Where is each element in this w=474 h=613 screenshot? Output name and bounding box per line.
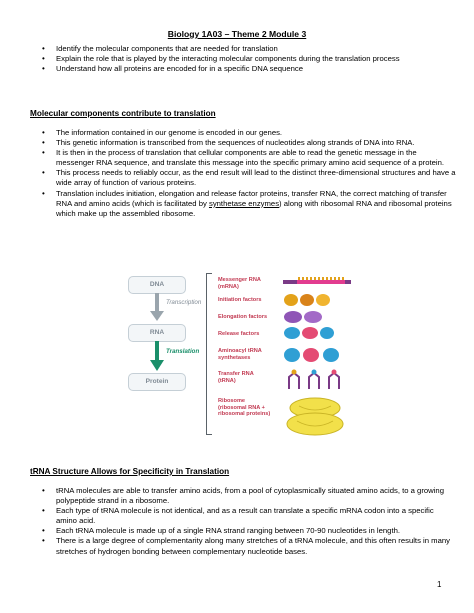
- components-bracket: [206, 273, 212, 435]
- section1-list: [44, 128, 456, 219]
- list-item-text: There is a large degree of complementarity along many stretches of a tRNA molecule, and this often results in many stretches of hydrogen bonding between complementary nucleotide bases.: [56, 536, 450, 556]
- initiation-factors-icon: [283, 292, 333, 308]
- dna-box: DNA: [128, 276, 186, 294]
- list-item: • tRNA molecules are able to transfer amino acids, from a pool of cytoplasmically situated amino acids, to a growing polypeptide strand in a ribosome.: [42, 486, 444, 506]
- synthetase-enzymes-link[interactable]: synthetase enzymes: [208, 198, 280, 208]
- component-label-initiation: Initiation factors: [218, 297, 262, 303]
- component-label-ribosome: Ribosome (ribosomal RNA + ribosomal proteins): [218, 398, 271, 418]
- list-item-text: This process needs to reliably occur, as the end result will lead to the distinct three-dimensional structures and have a wide array of function of various proteins.: [56, 168, 456, 188]
- objectives-list: [44, 44, 456, 74]
- component-label-release: Release factors: [218, 331, 260, 337]
- list-item: • Explain the role that is played by the interacting molecular components during the translation process: [42, 54, 400, 64]
- page-title: Biology 1A03 – Theme 2 Module 3: [167, 29, 307, 39]
- list-item-text: Each type of tRNA molecule is not identical, and as a result can translate a specific mRNA codon into a specific amino acid.: [56, 506, 434, 526]
- list-item-text: Each tRNA molecule is made up of a single RNA strand ranging between 70-90 nucleotides in length.: [56, 526, 401, 536]
- ribosome-icon: [285, 396, 345, 436]
- transcription-arrow: [150, 293, 164, 323]
- mrna-strand-icon: [283, 277, 353, 287]
- list-item: • Identify the molecular components that are needed for translation: [42, 44, 278, 53]
- list-item-text: ) along with ribosomal RNA and ribosomal proteins which make up the assembled ribosome.: [56, 198, 452, 218]
- list-item: • The information contained in our genome is encoded in our genes.: [42, 128, 283, 137]
- component-label-elongation: Elongation factors: [218, 314, 268, 320]
- list-item: • It is then in the process of translation that cellular components are able to read the genetic message in the messenger RNA sequence, and translate this message into the specific primary amino acid sequence of a protein.: [42, 148, 445, 168]
- translation-arrow: [150, 341, 164, 373]
- list-item-text: tRNA molecules are able to transfer amino acids, from a pool of cytoplasmically situated amino acids, to a growing polypeptide strand in a ribosome.: [56, 486, 444, 506]
- list-item-text: Translation includes initiation, elongation and release factor proteins, transfer RNA, the correct matching of transfer RNA and amino acids (which is facilitated by: [56, 188, 447, 208]
- trna-icon: [285, 369, 347, 393]
- section-heading-trna-structure: tRNA Structure Allows for Specificity in Translation: [30, 467, 230, 476]
- protein-box: Protein: [128, 373, 186, 391]
- translation-label: Translation: [166, 348, 200, 355]
- section-heading-molecular-components: Molecular components contribute to translation: [30, 109, 216, 118]
- list-item: • This process needs to reliably occur, as the end result will lead to the distinct three-dimensional structures and have a wide array of function of various proteins.: [42, 168, 456, 188]
- page-number: 1: [437, 580, 442, 589]
- list-item: • Each tRNA molecule is made up of a single RNA strand ranging between 70-90 nucleotides in length.: [42, 526, 401, 536]
- list-item: • Translation includes initiation, elongation and release factor proteins, transfer RNA, the correct matching of transfer RNA and amino acids (which is facilitated by synthetase enzymes) along with ribosomal RNA and ribosomal proteins which make up the assembled ribosome.: [42, 188, 452, 218]
- section2-list: [44, 486, 456, 557]
- list-item: • There is a large degree of complementarity along many stretches of a tRNA molecule, and this often results in many stretches of hydrogen bonding between complementary nucleotide bases.: [42, 536, 450, 556]
- list-item: • Understand how all proteins are encoded for in a specific DNA sequence: [42, 64, 303, 74]
- list-item-text: It is then in the process of translation that cellular components are able to read the genetic message in the messenger RNA sequence, and translate this message into the specific primary amino acid sequence of a protein.: [56, 148, 445, 168]
- release-factors-icon: [283, 325, 335, 341]
- list-item-text: The information contained in our genome is encoded in our genes.: [56, 128, 283, 137]
- list-item-text: Identify the molecular components that are needed for translation: [56, 44, 278, 53]
- rna-box: RNA: [128, 324, 186, 342]
- list-item-text: This genetic information is transcribed from the sequences of nucleotides along strands of DNA into RNA.: [56, 138, 415, 148]
- list-item-text: Explain the role that is played by the interacting molecular components during the translation process: [56, 54, 400, 64]
- list-item: • This genetic information is transcribed from the sequences of nucleotides along strands of DNA into RNA.: [42, 138, 415, 148]
- component-label-mrna: Messenger RNA (mRNA): [218, 277, 261, 290]
- list-item: • Each type of tRNA molecule is not identical, and as a result can translate a specific mRNA codon into a specific amino acid.: [42, 506, 434, 526]
- transcription-label: Transcription: [166, 299, 202, 306]
- elongation-factors-icon: [283, 309, 325, 325]
- component-label-trna: Transfer RNA (tRNA): [218, 371, 254, 384]
- list-item-text: Understand how all proteins are encoded for in a specific DNA sequence: [56, 64, 303, 74]
- component-label-synthetases: Aminoacyl tRNA synthetases: [218, 348, 262, 361]
- synthetases-icon: [283, 344, 343, 366]
